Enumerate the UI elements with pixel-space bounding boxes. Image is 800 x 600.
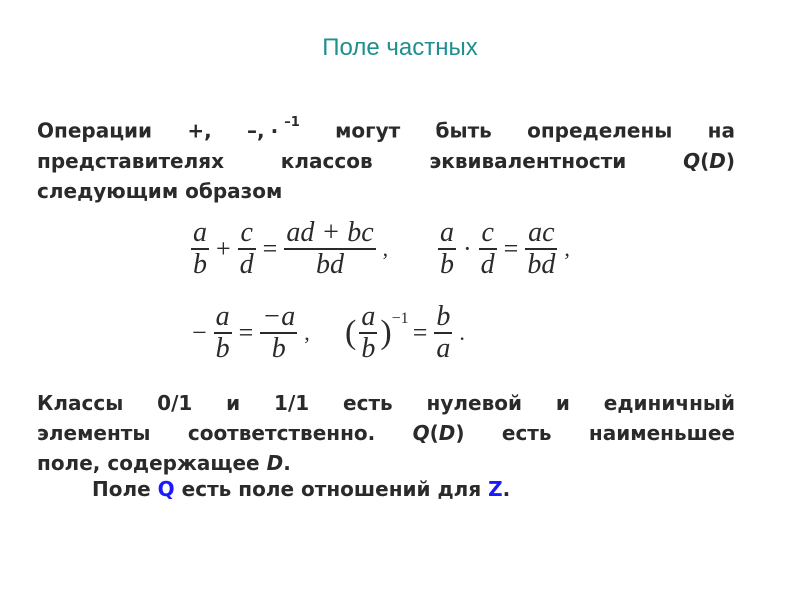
denominator: b xyxy=(271,332,286,364)
dot-operator: · xyxy=(270,118,279,143)
fraction xyxy=(214,302,232,364)
numerator: a xyxy=(361,301,376,332)
fraction xyxy=(438,218,456,280)
fraction xyxy=(479,218,497,280)
field-containing-text: поле, содержащее xyxy=(37,451,260,475)
plus-sign: + xyxy=(216,233,231,263)
operations-text-cont: могут быть определены на xyxy=(335,118,735,143)
denominator: b xyxy=(193,248,207,280)
minus-sign: − xyxy=(192,317,207,347)
fraction xyxy=(238,218,256,280)
negation-formula: − $\frac{a}{b}$ = $\frac{-a}{b}$ , xyxy=(192,301,310,364)
operations-line-2: представителях классов эквивалентности Q(D) xyxy=(37,148,735,173)
denominator: bd xyxy=(316,248,344,280)
d-symbol: D xyxy=(438,421,456,445)
numerator: c xyxy=(481,217,494,248)
q-symbol: Q xyxy=(683,148,701,173)
inverse-exponent: −1 xyxy=(391,309,409,327)
classes-paragraph xyxy=(37,388,735,478)
denominator: a xyxy=(436,332,451,364)
classes-line-3: поле, содержащее D. xyxy=(37,451,291,475)
multiplication-formula: $\frac{a}{b}$ · $\frac{c}{d}$ = $\frac{ac}{bd}$ , xyxy=(440,217,570,280)
d-symbol: D xyxy=(709,148,726,173)
numerator: ad + bc xyxy=(286,217,374,248)
operations-line-3: следующим образом xyxy=(37,178,283,203)
denominator: b xyxy=(361,332,376,364)
numerator: a xyxy=(215,301,230,332)
fraction xyxy=(359,302,377,364)
dot-operator: · xyxy=(463,233,472,263)
numerator: b xyxy=(436,301,451,332)
fraction xyxy=(260,302,297,364)
field-of-fractions-text: есть поле отношений для xyxy=(181,477,482,501)
equals-sign: = xyxy=(262,233,278,263)
denominator: d xyxy=(239,248,254,280)
field-word: Поле xyxy=(92,477,151,501)
z-set-symbol: Z xyxy=(488,477,503,501)
fraction xyxy=(191,218,209,280)
operations-text: Операции +, –, xyxy=(37,118,265,143)
numerator: c xyxy=(240,217,253,248)
numerator: a xyxy=(193,217,207,248)
addition-formula: $\frac{a}{b}$ + $\frac{c}{d}$ = $\frac{ad + bc}{bd}$ , xyxy=(193,217,389,280)
classes-text: элементы соответственно. xyxy=(37,421,376,445)
numerator: −a xyxy=(262,301,296,332)
fraction xyxy=(434,302,452,364)
denominator: b xyxy=(215,332,230,364)
d-symbol: D xyxy=(266,451,284,475)
fraction xyxy=(284,218,375,280)
classes-line-1: Классы 0/1 и 1/1 есть нулевой и единичный xyxy=(37,391,735,415)
quotient-field-statement: Поле Q есть поле отношений для Z. xyxy=(92,477,511,501)
denominator: bd xyxy=(527,248,556,280)
inverse-formula: ( $\frac{a}{b}$ ) −1 = $\frac{b}{a}$ . xyxy=(345,301,465,364)
classes-line-2: элементы соответственно. Q(D) есть наименьшее xyxy=(37,421,735,445)
denominator: d xyxy=(480,248,495,280)
denominator: b xyxy=(440,248,454,280)
numerator: a xyxy=(440,217,454,248)
smallest-text: есть наименьшее xyxy=(501,421,735,445)
equals-sign: = xyxy=(412,317,428,347)
equals-sign: = xyxy=(238,317,254,347)
operations-line-1 xyxy=(37,112,735,146)
inverse-superscript: –1 xyxy=(284,115,300,130)
equals-sign: = xyxy=(503,233,519,263)
numerator: ac xyxy=(528,217,555,248)
q-set-symbol: Q xyxy=(157,477,175,501)
slide-title: Поле частных xyxy=(322,34,478,61)
operations-paragraph xyxy=(37,112,735,206)
equivalence-text: представителях классов эквивалентности xyxy=(37,148,627,173)
fraction xyxy=(525,218,557,280)
q-symbol: Q xyxy=(412,421,430,445)
